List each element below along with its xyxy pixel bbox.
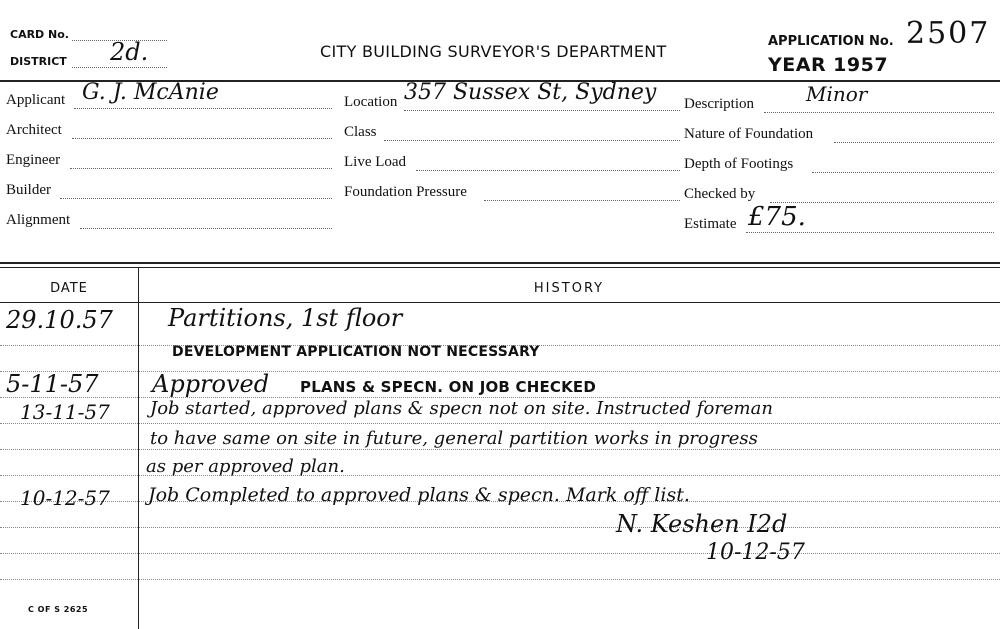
checked-by-label: Checked by — [684, 186, 756, 202]
table-rule — [0, 527, 1000, 528]
entry-date: 29.10.57 — [6, 306, 113, 334]
entry-text: Partitions, 1st floor — [168, 304, 403, 332]
applicant-line — [74, 108, 332, 109]
history-header: HISTORY — [533, 281, 605, 296]
table-rule — [0, 423, 1000, 424]
nature-of-foundation-line — [834, 142, 994, 143]
form-code: C OF S 2625 — [28, 605, 89, 614]
depth-of-footings-label: Depth of Footings — [684, 156, 794, 172]
description-line — [764, 112, 994, 113]
inspector-signature: N. Keshen I2d — [616, 510, 788, 538]
application-label: APPLICATION No. — [768, 34, 894, 49]
table-rule — [0, 449, 1000, 450]
date-header: DATE — [50, 281, 88, 296]
live-load-line — [416, 170, 680, 171]
entry-text: as per approved plan. — [146, 456, 345, 477]
location-label: Location — [344, 94, 398, 110]
engineer-line — [70, 168, 332, 169]
applicant-label: Applicant — [6, 92, 66, 108]
table-rule — [0, 371, 1000, 372]
table-rule — [0, 579, 1000, 580]
description-label: Description — [684, 96, 754, 112]
depth-of-footings-line — [812, 172, 994, 173]
plans-checked-stamp: PLANS & SPECN. ON JOB CHECKED — [300, 378, 597, 396]
entry-text: Job Completed to approved plans & specn. Mark off list. — [148, 484, 690, 506]
application-number: 2507 — [906, 16, 991, 51]
estimate-line — [746, 232, 994, 233]
nature-of-foundation-label: Nature of Foundation — [684, 126, 814, 142]
district-value: 2d. — [110, 38, 149, 66]
builder-line — [60, 198, 332, 199]
live-load-label: Live Load — [344, 154, 407, 170]
department-title: CITY BUILDING SURVEYOR'S DEPARTMENT — [320, 42, 667, 61]
class-label: Class — [344, 124, 377, 140]
engineer-label: Engineer — [6, 152, 61, 168]
district-label: DISTRICT — [10, 55, 67, 68]
estimate-label: Estimate — [684, 216, 737, 232]
development-stamp: DEVELOPMENT APPLICATION NOT NECESSARY — [172, 344, 540, 360]
alignment-line — [80, 228, 332, 229]
date-column-divider — [138, 267, 139, 629]
signature-date: 10-12-57 — [706, 540, 805, 565]
header-row-border — [0, 302, 1000, 303]
entry-date: 10-12-57 — [20, 486, 110, 510]
year-label: YEAR 1957 — [768, 54, 889, 76]
card-no-label: CARD No. — [10, 28, 69, 41]
entry-date: 13-11-57 — [20, 400, 110, 424]
builder-label: Builder — [6, 182, 51, 198]
applicant-value: G. J. McAnie — [82, 80, 219, 105]
location-value: 357 Sussex St, Sydney — [404, 80, 657, 105]
description-value: Minor — [806, 82, 868, 106]
estimate-value: £75. — [748, 202, 806, 232]
table-rule — [0, 553, 1000, 554]
entry-date: 5-11-57 — [6, 370, 99, 398]
architect-label: Architect — [6, 122, 62, 138]
foundation-pressure-label: Foundation Pressure — [344, 184, 467, 200]
district-line — [72, 67, 167, 68]
entry-text: to have same on site in future, general partition works in progress — [150, 428, 758, 449]
alignment-label: Alignment — [6, 212, 71, 228]
foundation-pressure-line — [484, 200, 680, 201]
table-top-border-inner — [0, 267, 1000, 268]
location-line — [404, 110, 680, 111]
entry-text: Job started, approved plans & specn not on site. Instructed foreman — [150, 398, 773, 419]
class-line — [384, 140, 680, 141]
entry-text: Approved — [152, 370, 270, 398]
table-top-border — [0, 262, 1000, 264]
architect-line — [72, 138, 332, 139]
